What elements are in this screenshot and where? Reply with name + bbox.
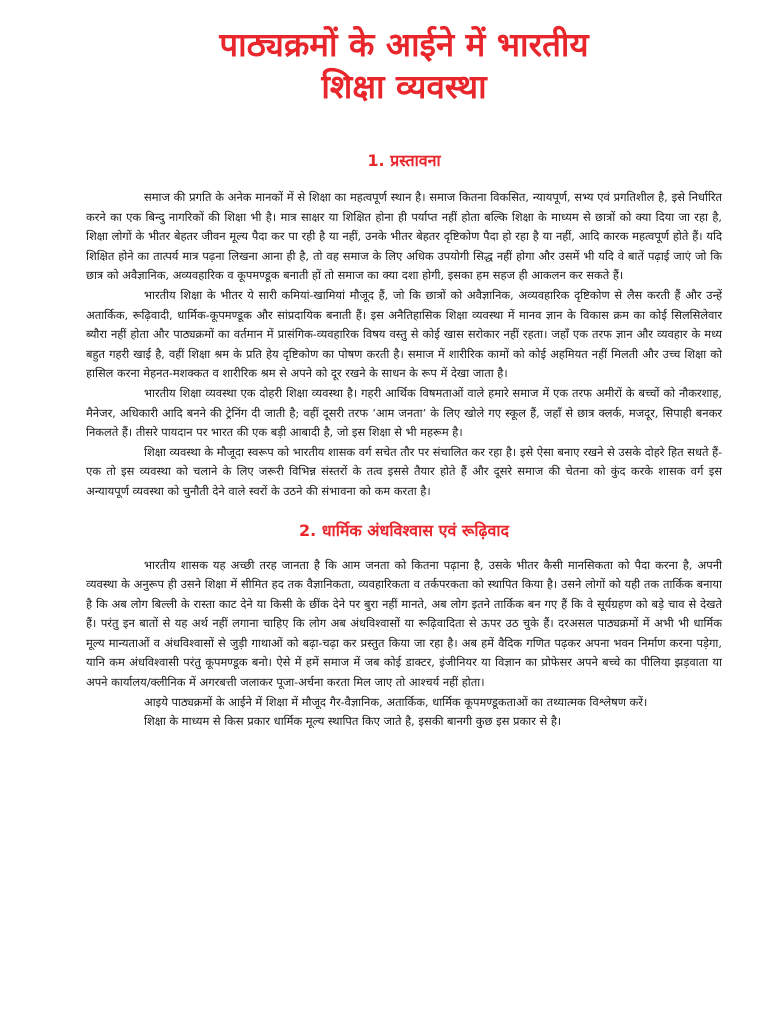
paragraph: भारतीय शिक्षा के भीतर ये सारी कमियां-खामियां मौजूद हैं, जो कि छात्रों को अवैज्ञानिक, अव्यवहारिक दृष्टिकोण से लैस करती हैं और उन्हें अतार्किक, रूढ़िवादी, धार्मिक-कूपमण्डूक और सांप्रदायिक बनाती हैं। इस अनैतिहासिक शिक्षा व्यवस्था में मानव ज्ञान के विकास क्रम का कोई सिलसिलेवार ब्यौरा नहीं होता और पाठ्यक्रमों का वर्तमान में प्रासंगिक-व्यवहारिक विषय वस्तु से कोई खास सरोकार नहीं रहता। जहाँ एक तरफ ज्ञान और व्यवहार के मध्य बहुत गहरी खाई है, वहीं शिक्षा श्रम के प्रति हेय दृष्टिकोण का पोषण करती है। समाज में शारीरिक कामों को कोई अहमियत नहीं मिलती और उच्च शिक्षा को हासिल करना मेहनत-मशक्कत व शारीरिक श्रम से अपने को दूर रखने के साधन के रूप में देखा जाता है। bbox=[86, 287, 723, 381]
paragraph: समाज की प्रगति के अनेक मानकों में से शिक्षा का महत्वपूर्ण स्थान है। समाज कितना विकसित, न्यायपूर्ण, सभ्य एवं प्रगतिशील है, इसे निर्धारित करने का एक बिन्दु नागरिकों की शिक्षा भी है। मात्र साक्षर या शिक्षित होना ही पर्याप्त नहीं होता बल्कि शिक्षा के माध्यम से छात्रों को क्या दिया जा रहा है, शिक्षा लोगों के भीतर बेहतर जीवन मूल्य पैदा कर पा रही है या नहीं, उनके भीतर बेहतर दृष्टिकोण पैदा हो रहा है या नहीं, आदि कारक महत्वपूर्ण होते हैं। यदि शिक्षित होने का तात्पर्य मात्र पढ़ना लिखना आना ही है, तो वह समाज के लिए अधिक उपयोगी सिद्ध नहीं होगा और उसमें भी यदि वे बातें पढ़ाई जाएं जो कि छात्र को अवैज्ञानिक, अव्यवहारिक व कूपमण्डूक बनाती हों तो समाज का क्या दशा होगी, इसका हम सहज ही आकलन कर सकते हैं। bbox=[86, 190, 722, 283]
paragraph: शिक्षा के माध्यम से किस प्रकार धार्मिक मूल्य स्थापित किए जाते है, इसकी बानगी कुछ इस प्रकार से है। bbox=[144, 714, 562, 729]
paragraph: भारतीय शिक्षा व्यवस्था एक दोहरी शिक्षा व्यवस्था है। गहरी आर्थिक विषमताओं वाले हमारे समाज में एक तरफ अमीरों के बच्चों को नौकरशाह, मैनेजर, अधिकारी आदि बनने की ट्रेनिंग दी जाती है; वहीं दूसरी तरफ ‘आम जनता’ के लिए खोले गए स्कूल हैं, जहाँ से छात्र क्लर्क, मजदूर, सिपाही बनकर निकलते हैं। तीसरे पायदान पर भारत की एक बड़ी आबादी है, जो इस शिक्षा से भी महरूम है। bbox=[86, 385, 722, 440]
section-heading-religious-superstition: 2. धार्मिक अंधविश्वास एवं रूढ़िवाद bbox=[298, 520, 510, 540]
paragraph: शिक्षा व्यवस्था के मौजूदा स्वरूप को भारतीय शासक वर्ग सचेत तौर पर संचालित कर रहा है। इसे ऐसा बनाए रखने से उसके दोहरे हित सधते हैं- एक तो इस व्यवस्था को चलाने के लिए जरूरी विभिन्न संस्तरों के तत्व इससे तैयार होते हैं और दूसरे समाज की चेतना को कुंद करके शासक वर्ग इस अन्यायपूर्ण व्यवस्था को चुनौती देने वाले स्वरों के उठने की संभावना को कम करता है। bbox=[86, 444, 722, 498]
section-heading-introduction: 1. प्रस्तावना bbox=[367, 151, 441, 170]
paragraph: भारतीय शासक यह अच्छी तरह जानता है कि आम जनता को कितना पढ़ाना है, उसके भीतर कैसी मानसिकता को पैदा करना है, अपनी व्यवस्था के अनुरूप ही उसने शिक्षा में सीमित हद तक वैज्ञानिकता, व्यवहारिकता व तर्कपरकता को स्थापित किया है। उसने लोगों को यही तक तार्किक बनाया है कि अब लोग बिल्ली के रास्ता काट देने या किसी के छींक देने पर बुरा नहीं मानते, अब लोग इतने तार्किक बन गए हैं कि वे सूर्यग्रहण को बड़े चाव से देखते हैं। परंतु इन बातों से यह अर्थ नहीं लगाना चाहिए कि लोग अब अंधविश्वासों या रूढ़िवादिता से ऊपर उठ चुके हैं। दरअसल पाठ्यक्रमों में अभी भी धार्मिक मूल्य मान्यताओं व अंधविश्वासों से जुड़ी गाथाओं को बढ़ा-चढ़ा कर प्रस्तुत किया जा रहा है। अब हमें वैदिक गणित पढ़कर अपना भवन निर्माण करना पड़ेगा, यानि कम अंधविश्वासी परंतु कूपमण्डूक बनो। ऐसे में हमें समाज में जब कोई डाक्टर, इंजीनियर या विज्ञान का प्रोफेसर अपने बच्चे का पीलिया झड़वाता या अपने कार्यालय/क्लीनिक में अगरबत्ती जलाकर पूजा-अर्चना करता मिल जाए तो आश्चर्य नहीं होता। bbox=[86, 557, 722, 690]
title-line-1: पाठ्यक्रमों के आईने में भारतीय bbox=[219, 25, 589, 64]
title-line-2: शिक्षा व्यवस्था bbox=[321, 67, 487, 106]
paragraph: आइये पाठ्यक्रमों के आईने में शिक्षा में मौजूद गैर-वैज्ञानिक, अतार्किक, धार्मिक कूपमण्डूकताओं का तथ्यात्मक विश्लेषण करें। bbox=[144, 694, 648, 709]
document-title bbox=[86, 0, 722, 108]
